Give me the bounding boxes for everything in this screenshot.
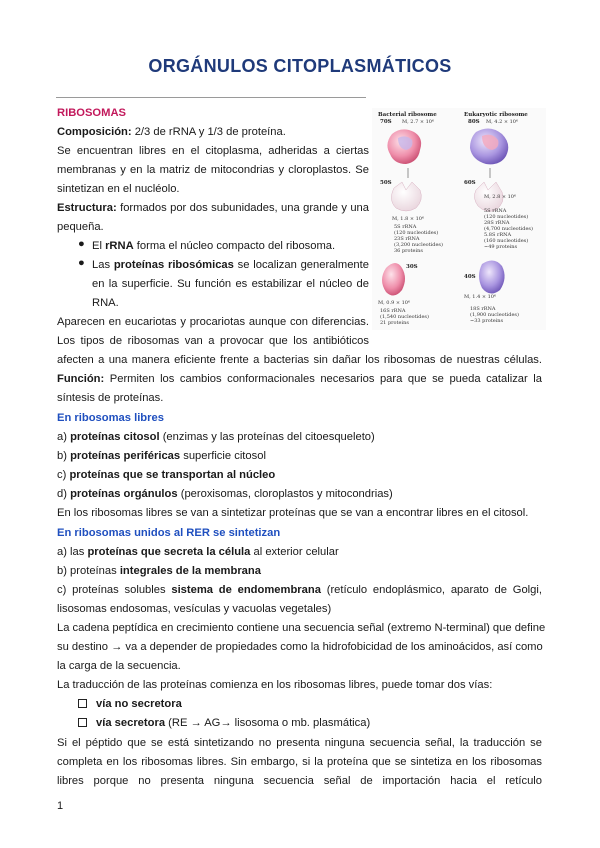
bacterial-30s-label: 30S	[406, 264, 418, 270]
ribosomas-paragraph-line-1: Se encuentran libres en el citoplasma, adheridas a ciertas	[57, 145, 369, 157]
ribosome-diagram	[372, 108, 546, 330]
bacterial-50s-rrna-1: 5S rRNA	[394, 224, 417, 230]
bullet-proteinas-line-2: en la superficie. Su función es estabilizar el núcleo de	[92, 278, 369, 290]
composicion-text: 2/3 de rRNA y 1/3 de proteína.	[131, 126, 286, 138]
libres-item-b-bold: proteínas periféricas	[70, 450, 181, 462]
funcion-line	[57, 372, 542, 386]
bacterial-s: 70S	[380, 119, 392, 125]
rer-item-c-post: (retículo endoplásmico, aparato de Golgi,	[320, 584, 542, 596]
rer-item-c	[57, 583, 542, 597]
page-number: 1	[57, 800, 64, 812]
section-heading-ribosomas: RIBOSOMAS	[57, 107, 126, 119]
eukaryotic-40s-mass: M, 1.4 × 10⁶	[464, 294, 496, 300]
bacterial-50s-subunit	[391, 182, 421, 211]
funcion-line-2: síntesis de proteínas.	[57, 392, 164, 404]
eukaryotic-60s-mass: M, 2.8 × 10⁶	[484, 194, 516, 200]
libres-item-b-pre: b)	[57, 450, 71, 462]
traduccion-line: La traducción de las proteínas comienza en los ribosomas libres, puede tomar dos vías:	[57, 679, 493, 691]
final-line-1: Si el péptido que se está sintetizando no presenta ninguna secuencia señal, la traducción se	[57, 737, 542, 749]
title-divider	[56, 97, 366, 98]
rer-item-c-pre: c) proteínas solubles	[57, 584, 172, 596]
eukaryotic-60s-rrna-3: 5.8S rRNA	[484, 232, 512, 238]
bullet-proteinas-bold: proteínas ribosómicas	[113, 259, 234, 271]
libres-item-d-bold: proteínas orgánulos	[70, 488, 178, 500]
eukaryotic-40s-rrna-nt: (1,900 nucleotides)	[470, 312, 519, 318]
eucariotas-line-2: Los tipos de ribosomas van a provocar que los antibióticos	[57, 335, 369, 347]
eukaryotic-60s-rrna-2-nt: (4,700 nucleotides)	[484, 226, 533, 232]
libres-item-c-pre: c)	[57, 469, 70, 481]
libres-item-c	[57, 468, 275, 482]
section-heading-rer: En ribosomas unidos al RER se sintetizan	[57, 527, 281, 539]
bullet-proteinas	[92, 258, 369, 272]
bacterial-50s-label: 50S	[380, 180, 392, 186]
bacterial-50s-rrna-1-nt: (120 nucleotides)	[394, 230, 439, 236]
bullet-proteinas-post: se localizan generalmente	[233, 259, 369, 271]
final-line-2: completa en los ribosomas libres. Sin embargo, si la proteína que se sintetiza en los ribosomas	[57, 756, 542, 768]
bacterial-mass: M, 2.7 × 10⁶	[402, 119, 434, 125]
libres-item-a-bold: proteínas citosol	[70, 431, 160, 443]
bacterial-30s-rrna: 16S rRNA	[380, 308, 406, 314]
via-secretora-bold: vía secretora	[96, 717, 166, 729]
checkbox-icon	[78, 699, 87, 708]
bacterial-50s-rrna-2-nt: (3,200 nucleotides)	[394, 242, 443, 248]
funcion-label: Función:	[57, 373, 105, 385]
libres-item-c-bold: proteínas que se transportan al núcleo	[69, 469, 276, 481]
bullet-rrna-pre: El	[92, 240, 106, 252]
eukaryotic-60s-rrna-1: 5S rRNA	[484, 208, 507, 214]
rer-item-a-bold: proteínas que secreta la célula	[87, 546, 251, 558]
bullet-proteinas-line-3: RNA.	[92, 297, 119, 309]
eukaryotic-s: 80S	[468, 119, 480, 125]
libres-item-d-post: (peroxisomas, cloroplastos y mitocondrias)	[177, 488, 393, 500]
checkbox-icon	[78, 718, 87, 727]
bullet-rrna	[92, 239, 335, 253]
composicion-label: Composición:	[57, 126, 132, 138]
via-no-secretora	[96, 697, 182, 711]
estructura-line-2: pequeña.	[57, 221, 104, 233]
bacterial-50s-rrna-2: 23S rRNA	[394, 236, 420, 242]
ribosomas-paragraph-line-3: sintetizan en el nucléolo.	[57, 183, 180, 195]
estructura-line	[57, 201, 369, 215]
eukaryotic-mass: M, 4.2 × 10⁶	[486, 119, 518, 125]
senal-line-2: su destino → va a depender de propiedades como la hidrofobicidad de los aminoácidos, así como	[57, 641, 543, 653]
eukaryotic-40s-label: 40S	[464, 274, 476, 280]
senal-line-3: la carga de la secuencia.	[57, 660, 181, 672]
eukaryotic-title: Eukaryotic ribosome	[464, 112, 528, 118]
eukaryotic-40s-subunit	[479, 260, 505, 293]
eukaryotic-60s-rrna-1-nt: (120 nucleotides)	[484, 214, 529, 220]
libres-item-b-post: superficie citosol	[180, 450, 266, 462]
composicion-line	[57, 125, 286, 139]
final-line-3: libres porque no presenta ninguna secuencia señal de importación hacia el retículo	[57, 775, 542, 787]
rer-item-a	[57, 545, 339, 559]
rer-item-b-pre: b) proteínas	[57, 565, 120, 577]
eucariotas-line-3: afecten a una manera eficiente frente a bacterias sin dañar los ribosomas de nuestras células.	[57, 354, 542, 366]
eukaryotic-60s-rrna-2: 28S rRNA	[484, 220, 510, 226]
eukaryotic-60s-label: 60S	[464, 180, 476, 186]
rer-item-c-line-2: lisosomas endosomas, vesículas y vacuolas vegetales)	[57, 603, 332, 615]
estructura-label: Estructura:	[57, 202, 117, 214]
rer-item-a-post: al exterior celular	[250, 546, 339, 558]
rer-item-a-pre: a) las	[57, 546, 88, 558]
bacterial-30s-mass: M, 0.9 × 10⁶	[378, 300, 410, 306]
libres-item-d	[57, 487, 393, 501]
bacterial-title: Bacterial ribosome	[378, 112, 437, 118]
libres-item-a-pre: a)	[57, 431, 71, 443]
estructura-text: formados por dos subunidades, una grande y una	[116, 202, 369, 214]
libres-item-a	[57, 430, 375, 444]
libres-item-d-pre: d)	[57, 488, 71, 500]
rer-item-b-bold: integrales de la membrana	[119, 565, 261, 577]
libres-summary: En los ribosomas libres se van a sintetizar proteínas que se van a encontrar libres en el citosol.	[57, 507, 529, 519]
rer-item-b	[57, 564, 261, 578]
ribosome-figure	[372, 108, 546, 330]
rer-item-c-bold: sistema de endomembrana	[171, 584, 321, 596]
eukaryotic-40s-rrna: 18S rRNA	[470, 306, 496, 312]
bullet-dot: ●	[78, 257, 85, 269]
via-no-secretora-text: vía no secretora	[96, 698, 182, 710]
senal-line-1: La cadena peptídica en crecimiento contiene una secuencia señal (extremo N-terminal) que define	[57, 622, 546, 634]
funcion-text: Permiten los cambios conformacionales necesarios para que se pueda catalizar la	[104, 373, 542, 385]
libres-item-b	[57, 449, 266, 463]
eucariotas-line-1: Aparecen en eucariotas y procariotas aunque con diferencias.	[57, 316, 369, 328]
bullet-rrna-bold: rRNA	[105, 240, 134, 252]
bacterial-30s-subunit	[382, 263, 405, 296]
eukaryotic-60s-proteins: ~49 proteins	[484, 244, 518, 250]
libres-item-a-post: (enzimas y las proteínas del citoesqueleto)	[159, 431, 375, 443]
eukaryotic-60s-rrna-3-nt: (160 nucleotides)	[484, 238, 529, 244]
via-secretora	[96, 716, 370, 730]
page-title: ORGÁNULOS CITOPLASMÁTICOS	[148, 56, 452, 76]
ribosomas-paragraph-line-2: membranas y en la matriz de mitocondrias y cloroplastos. Se	[57, 164, 369, 176]
bullet-proteinas-pre: Las	[92, 259, 114, 271]
bacterial-50s-mass: M, 1.8 × 10⁶	[392, 216, 424, 222]
bullet-rrna-post: forma el núcleo compacto del ribosoma.	[133, 240, 336, 252]
bacterial-30s-proteins: 21 proteins	[380, 320, 409, 326]
bullet-dot: ●	[78, 238, 85, 250]
section-heading-libres: En ribosomas libres	[57, 412, 164, 424]
via-secretora-post: (RE → AG→ lisosoma o mb. plasmática)	[165, 717, 371, 729]
bacterial-30s-rrna-nt: (1,540 nucleotides)	[380, 314, 429, 320]
bacterial-50s-proteins: 36 proteins	[394, 248, 423, 254]
eukaryotic-40s-proteins: ~33 proteins	[470, 318, 504, 324]
